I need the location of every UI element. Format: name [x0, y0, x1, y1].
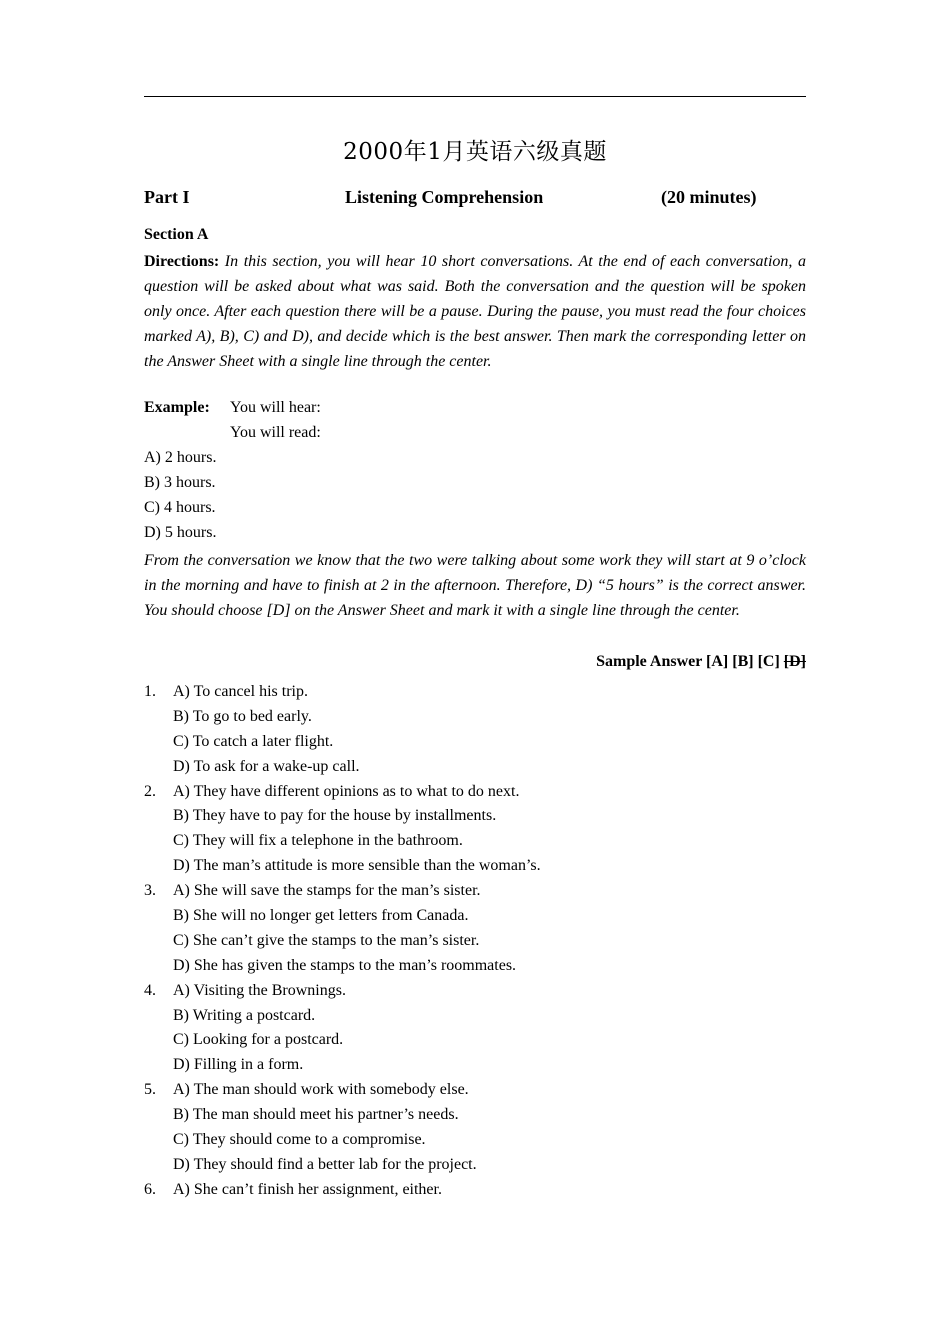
example-hear: You will hear:	[230, 399, 321, 416]
directions-text: In this section, you will hear 10 short conversations. At the end of each conversation, a question will be asked about what was said. Both the conversation and the question will be spoken only once. After each question there will be a pause. During the pause, you must read the four choices marked A), B), C) and D), and decide which is the best answer. Then mark the corresponding letter on the Answer Sheet with a single line through the center.	[144, 253, 806, 370]
question-option: A) To cancel his trip.	[173, 683, 308, 700]
question-number: 5.	[144, 1081, 156, 1099]
question-option-line	[144, 929, 806, 954]
question-option-line	[144, 854, 806, 879]
question-option-line	[144, 979, 806, 1004]
question-option: B) To go to bed early.	[173, 707, 312, 725]
question-option: B) The man should meet his partner’s needs.	[173, 1106, 459, 1124]
question-option: C) Looking for a postcard.	[173, 1031, 344, 1049]
question-option: C) She can’t give the stamps to the man’s sister.	[173, 931, 480, 949]
example-label: Example:	[144, 399, 210, 416]
question-option: D) She has given the stamps to the man’s roommates.	[173, 956, 517, 974]
question-option: D) The man’s attitude is more sensible than the woman’s.	[173, 857, 541, 875]
example-option: B) 3 hours.	[144, 474, 216, 491]
question-option: A) They have different opinions as to what to do next.	[173, 782, 520, 800]
sample-answer-label: Sample Answer [A] [B] [C]	[596, 653, 784, 670]
question-option: B) Writing a postcard.	[173, 1006, 316, 1024]
question-option-line	[144, 879, 806, 904]
question-option: C) They should come to a compromise.	[173, 1131, 426, 1149]
section-label: Section A	[144, 226, 209, 243]
question-option-line	[144, 730, 806, 755]
page-title: 2000年1月英语六级真题	[343, 139, 607, 165]
sample-answer	[596, 653, 806, 671]
question-option-line	[144, 1004, 806, 1029]
question-option-line	[144, 680, 806, 705]
question-option-line	[144, 1153, 806, 1178]
question-option: A) She can’t finish her assignment, either.	[173, 1180, 442, 1198]
question-option: D) To ask for a wake-up call.	[173, 757, 360, 775]
header-rule	[144, 96, 806, 97]
question-option-line	[144, 1028, 806, 1053]
directions-label: Directions:	[144, 253, 220, 270]
question-number: 1.	[144, 683, 156, 700]
question-option-line	[144, 1078, 806, 1103]
question-option-line	[144, 804, 806, 829]
question-option: A) Visiting the Brownings.	[173, 981, 346, 999]
question-option-line	[144, 829, 806, 854]
question-option-line	[144, 1178, 806, 1203]
example-option: C) 4 hours.	[144, 499, 216, 516]
question-option: C) They will fix a telephone in the bathroom.	[173, 832, 463, 850]
question-option-line	[144, 780, 806, 805]
example-option: D) 5 hours.	[144, 524, 217, 541]
question-number: 2.	[144, 782, 156, 800]
question-option: A) She will save the stamps for the man’s sister.	[173, 882, 481, 900]
question-option: A) The man should work with somebody else.	[173, 1081, 469, 1099]
part-name: Part I	[144, 187, 190, 207]
question-option-line	[144, 1128, 806, 1153]
part-time: (20 minutes)	[661, 187, 757, 207]
question-option: D) They should find a better lab for the project.	[173, 1155, 477, 1173]
question-number: 4.	[144, 981, 156, 999]
question-option-line	[144, 1103, 806, 1128]
question-number: 6.	[144, 1180, 156, 1198]
part-heading	[144, 187, 806, 211]
example-read: You will read:	[230, 424, 321, 441]
question-option: B) She will no longer get letters from Canada.	[173, 907, 469, 925]
question-option-line	[144, 755, 806, 780]
question-option-line	[144, 705, 806, 730]
question-option: D) Filling in a form.	[173, 1056, 304, 1074]
part-topic: Listening Comprehension	[345, 187, 544, 207]
question-option-line	[144, 904, 806, 929]
question-option-line	[144, 954, 806, 979]
sample-answer-marked: [D]	[783, 653, 806, 670]
question-option-line	[144, 1053, 806, 1078]
directions-paragraph	[144, 249, 806, 374]
question-list	[144, 680, 806, 1203]
question-option: B) They have to pay for the house by installments.	[173, 807, 497, 825]
example-option: A) 2 hours.	[144, 449, 217, 466]
example-explanation: From the conversation we know that the two were talking about some work they will start at 9 o’clock in the morning and have to finish at 2 in the afternoon. Therefore, D) “5 hours” is the correct answer. You should choose [D] on the Answer Sheet and mark it with a single line through the center.	[144, 552, 806, 619]
question-number: 3.	[144, 882, 156, 900]
question-option: C) To catch a later flight.	[173, 732, 334, 750]
